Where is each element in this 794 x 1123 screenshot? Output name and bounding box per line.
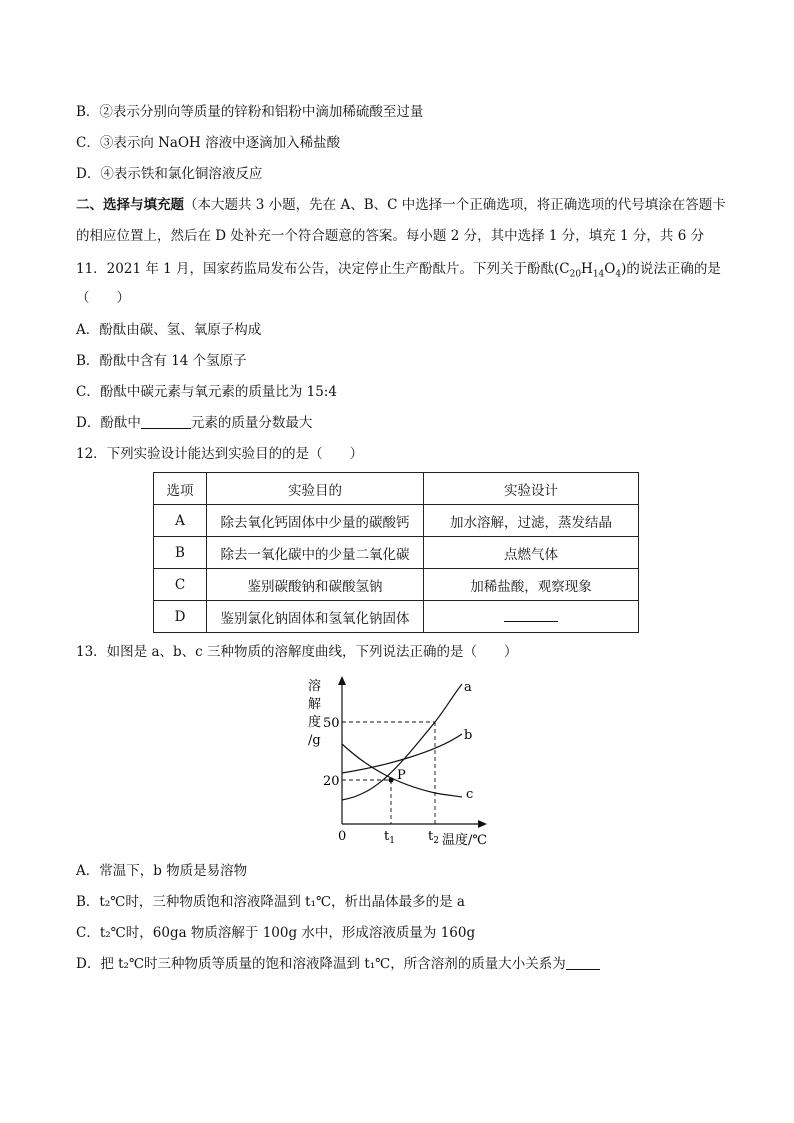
table-cell: 点燃气体 (424, 537, 639, 569)
q13-option-d-text: D．把 t₂℃时三种物质等质量的饱和溶液降温到 t₁℃，所含溶剂的质量大小关系为 (76, 956, 566, 972)
curve-b-label: b (464, 728, 473, 743)
table-header-cell: 实验设计 (424, 473, 639, 505)
q11-sub-1: 20 (569, 269, 582, 280)
x-axis-arrow (478, 820, 487, 828)
q11-option-a: A．酚酞由碳、氢、氧原子构成 (76, 322, 262, 338)
answer-blank[interactable] (141, 414, 191, 429)
curve-a-label: a (464, 680, 472, 695)
t2-label: $t_2$ (428, 829, 439, 846)
table-cell: B (154, 537, 207, 569)
q11-mid-1: H (581, 261, 593, 277)
solubility-graph (296, 672, 496, 850)
section2-desc-2: 的相应位置上，然后在 D 处补充一个符合题意的答案。每小题 2 分，其中选择 1 分，填充 1 分，共 6 分 (76, 228, 705, 244)
table-cell-answer (424, 601, 639, 633)
point-p (388, 777, 393, 782)
q11-stem-a: 11．2021 年 1 月，国家药监局发布公告，决定停止生产酚酞片。下列关于酚酞(C (76, 261, 570, 277)
q12-stem: 12．下列实验设计能达到实验目的的是（ ） (76, 446, 364, 462)
t1-label: $t_1$ (384, 829, 395, 846)
q11-sub-2: 14 (592, 269, 605, 280)
table-cell: C (154, 569, 207, 601)
q13-option-d (76, 954, 600, 974)
q13-option-c: C．t₂℃时，60ga 物质溶解于 100g 水中，形成溶液质量为 160g (76, 925, 476, 941)
q13-stem: 13．如图是 a、b、c 三种物质的溶解度曲线，下列说法正确的是（ ） (76, 644, 518, 660)
table-header-cell: 选项 (154, 473, 207, 505)
table-header-row (154, 473, 639, 505)
q11-bracket: （ ） (76, 290, 130, 306)
curve-c-label: c (466, 787, 474, 802)
table-cell: A (154, 505, 207, 537)
table-cell: D (154, 601, 207, 633)
section2-heading: 二、选择与填充题 (76, 197, 184, 213)
q10-option-b: B．②表示分别向等质量的锌粉和铝粉中滴加稀硫酸至过量 (76, 104, 424, 120)
section2-desc-1: （本大题共 3 小题，先在 A、B、C 中选择一个正确选项，将正确选项的代号填涂在答题卡 (184, 197, 726, 213)
answer-blank[interactable] (566, 955, 600, 970)
table-cell: 除去氧化钙固体中少量的碳酸钙 (207, 505, 424, 537)
point-p-label: P (397, 768, 406, 783)
y-axis-arrow (338, 676, 346, 685)
table-cell: 除去一氧化碳中的少量二氧化碳 (207, 537, 424, 569)
table-cell: 加稀盐酸，观察现象 (424, 569, 639, 601)
q10-option-c: C．③表示向 NaOH 溶液中逐滴加入稀盐酸 (76, 135, 341, 151)
q11-option-c: C．酚酞中碳元素与氧元素的质量比为 15:4 (76, 384, 337, 400)
q13-option-a: A．常温下，b 物质是易溶物 (76, 863, 248, 879)
experiment-table (153, 472, 639, 633)
y-tick-50: 50 (323, 716, 340, 731)
origin-label: 0 (338, 829, 347, 844)
table-cell: 加水溶解，过滤，蒸发结晶 (424, 505, 639, 537)
q11-option-d-pre: D．酚酞中 (76, 415, 141, 431)
q11-option-d-post: 元素的质量分数最大 (190, 415, 313, 431)
q11-option-b: B．酚酞中含有 14 个氢原子 (76, 353, 247, 369)
table-row (154, 537, 639, 569)
section2-header-line (76, 195, 726, 215)
q10-option-d: D．④表示铁和氯化铜溶液反应 (76, 166, 263, 182)
table-row (154, 505, 639, 537)
q11-mid-2: O (604, 261, 616, 277)
answer-blank[interactable] (504, 607, 558, 622)
y-label-char: 溶 (308, 679, 322, 694)
q11-option-d (76, 413, 312, 433)
table-header-cell: 实验目的 (207, 473, 424, 505)
q11-stem (76, 259, 721, 285)
q11-sub-3: 4 (615, 269, 622, 280)
table-cell: 鉴别氯化钠固体和氢氧化钠固体 (207, 601, 424, 633)
table-row (154, 569, 639, 601)
table-row (154, 601, 639, 633)
q13-option-b: B．t₂℃时，三种物质饱和溶液降温到 t₁℃，析出晶体最多的是 a (76, 894, 465, 910)
y-label-char: 度 (308, 715, 322, 730)
y-tick-20: 20 (323, 774, 340, 789)
x-axis-label: 温度/℃ (442, 833, 487, 848)
y-label-char: /g (308, 733, 321, 748)
table-cell: 鉴别碳酸钠和碳酸氢钠 (207, 569, 424, 601)
q11-stem-b: )的说法正确的是 (621, 261, 721, 277)
y-label-char: 解 (308, 697, 322, 712)
